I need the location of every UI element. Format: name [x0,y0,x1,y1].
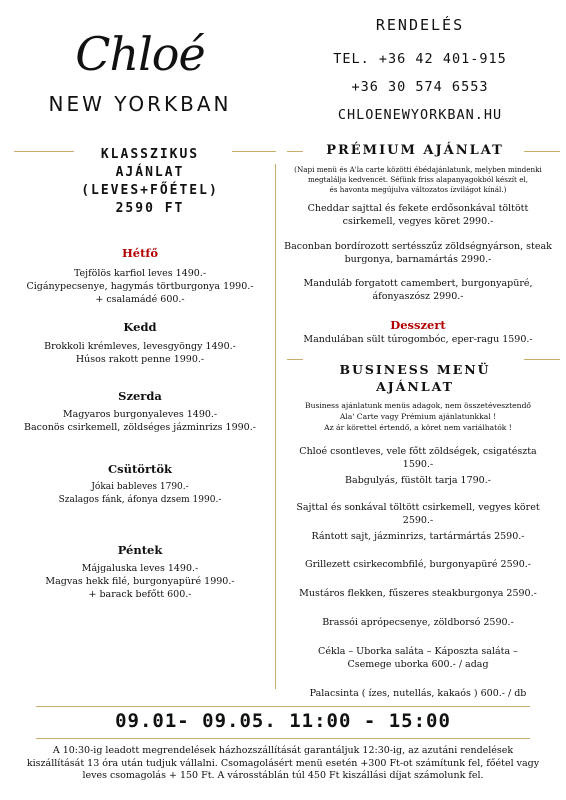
order-website: CHLOENEWYORKBAN.HU [337,107,503,123]
business-note-line: Business ajánlatunk menüs adagok, nem összetévesztendő [304,401,531,410]
business-note-line: Az ár körettel értendő, a köret nem variálhatók ! [324,423,512,432]
premium-item [283,277,553,303]
menu-item: + csalamádé 600.- [95,294,185,305]
business-item: Sajttal és sonkával töltött csirkemell, vegyes köret 2590.- [296,502,540,526]
footer-note [4,745,562,783]
menu-item: Baconös csirkemell, zöldséges jázminrizs 1990.- [24,422,256,433]
menu-item: Húsos rakott penne 1990.- [75,354,205,365]
divider-right-3 [287,359,303,360]
premium-item-line: Baconban bordírozott sertésszűz zöldségnyárson, steak [284,241,552,252]
premium-item-line: burgonya, barnamártás 2990.- [344,254,492,265]
menu-item: Magvas hekk filé, burgonyapüré 1990.- [45,576,235,587]
dessert-title: Desszert [390,318,446,332]
business-item: Rántott sajt, jázminrizs, tartármártás 2590.- [311,531,525,542]
premium-item-line: áfonyaszósz 2990.- [372,291,464,302]
menu-item: Brokkoli krémleves, levesgyöngy 1490.- [44,341,236,352]
premium-item-line: csirkemell, vegyes köret 2990.- [342,216,494,227]
business-item: Babgulyás, füstölt tarja 1790.- [345,475,491,486]
day-tuesday [10,320,270,366]
classic-title [60,146,240,218]
menu-item: Májgaluska leves 1490.- [81,563,199,574]
divider-right-4 [524,359,560,360]
day-name: Péntek [117,543,163,557]
menu-item: Cigánypecsenye, hagymás törtburgonya 1990.- [26,281,254,292]
premium-item [283,202,553,228]
footer-line: kiszállítását 13 óra után tudjuk vállalni. Csomagolásért menü esetén +300 Ft-ot számítunk fel, főétel vagy [26,757,540,769]
classic-title-line: (LEVES+FŐÉTEL) [81,183,219,198]
classic-title-line: 2590 FT [115,201,185,216]
business-item: Brassói aprópecsenye, zöldborsó 2590.- [322,617,514,628]
classic-title-line: KLASSZIKUS [100,147,200,162]
premium-note [283,165,553,195]
order-title: RENDELÉS [375,16,465,34]
day-name: Kedd [123,320,157,334]
day-wednesday [10,389,270,434]
menu-item: Jókai bableves 1790.- [91,482,189,492]
business-title-line: BUSINESS MENÜ [339,362,491,377]
business-item: Palacsinta ( ízes, nutellás, kakaós ) 600.- / db [309,688,527,699]
premium-item [283,240,553,266]
footer-line: A 10:30-ig leadott megrendelések házhozszállítását garantáljuk 12:30-ig, az azutáni rendelések [52,745,514,756]
day-thursday [10,462,270,507]
brand-logo-script: Chloé [75,27,205,81]
business-title [300,361,530,395]
brand-logo-subtitle: NEW YORKBAN [48,92,232,116]
footer-line: leves csomagolás + 150 Ft. A városstáblán túl 450 Ft kiszállási díjat számolunk fel. [82,770,484,781]
premium-title: PRÉMIUM AJÁNLAT [326,143,504,158]
day-monday [10,246,270,306]
business-title-line: AJÁNLAT [376,379,454,394]
dessert-item: Mandulában sült túrogombóc, eper-ragu 1590.- [303,334,533,345]
premium-item-line: Manduláb forgatott camembert, burgonyapüré, [303,278,533,289]
business-item [283,645,553,671]
menu-item: Szalagos fánk, áfonya dzsem 1990.- [58,495,222,505]
day-friday [10,543,270,601]
menu-item: Magyaros burgonyaleves 1490.- [62,409,218,420]
divider-bottom-top [36,706,530,707]
business-item: Chloé csontleves, vele főtt zöldségek, csigatészta 1590.- [299,446,537,470]
day-name: Szerda [118,389,162,403]
classic-title-line: AJÁNLAT [115,165,185,180]
day-name: Hétfő [121,246,159,260]
business-note [283,400,553,433]
premium-item-line: Cheddar sajttal és fekete erdősonkával töltött [307,203,529,214]
day-name: Csütörtök [108,462,172,476]
column-divider [275,164,276,689]
premium-note-line: és havonta megújulva változatos ízvilágot kínál.) [329,185,507,194]
business-item-line: Cékla – Uborka saláta – Káposzta saláta – [318,646,518,657]
business-note-line: Ala' Carte vagy Prémium ajánlatunkkal ! [339,412,497,421]
order-phone-1: TEL. +36 42 401-915 [333,51,507,67]
divider-bottom-bottom [36,738,530,739]
premium-note-line: megtalálja kedvencét. Séfünk friss alapanyagokból készít el, [307,175,529,184]
order-phone-2: +36 30 574 6553 [351,79,489,95]
menu-item: + barack befőtt 600.- [88,589,192,600]
premium-note-line: (Napi menü és A'la carte közötti ébédajánlatunk, melyben mindenki [294,165,542,174]
menu-item: Tejfölös karfiol leves 1490.- [73,268,207,279]
schedule-dates: 09.01- 09.05. 11:00 - 15:00 [115,710,451,732]
business-item-line: Csemege uborka 600.- / adag [347,659,489,670]
business-item: Grillezett csirkecombfilé, burgonyapüré 2590.- [305,559,531,570]
business-item: Mustáros flekken, fűszeres steakburgonya 2590.- [299,588,537,599]
